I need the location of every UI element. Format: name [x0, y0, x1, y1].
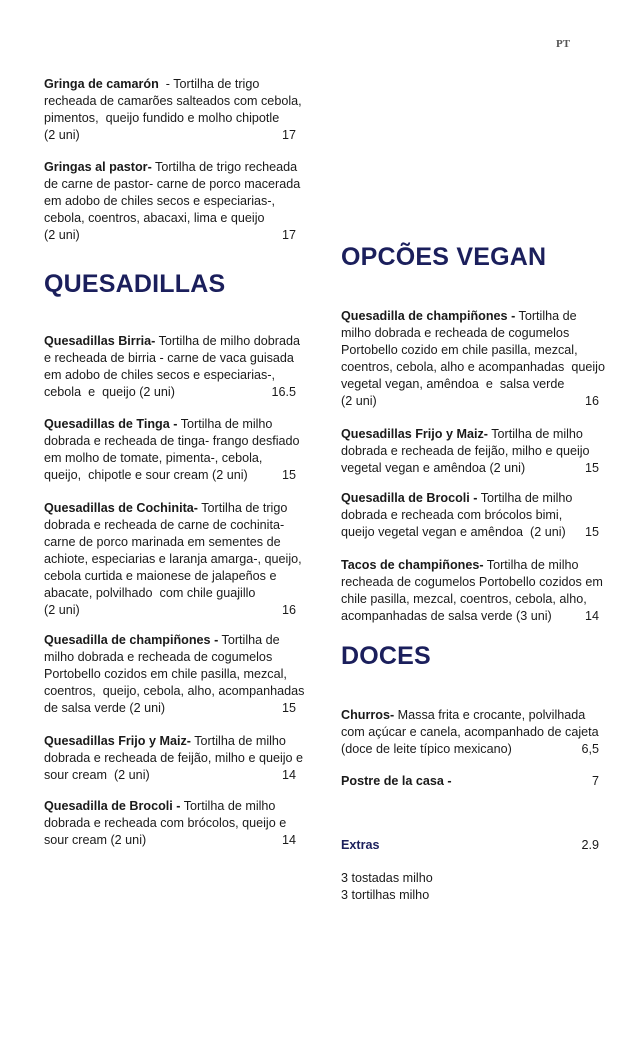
item-description: Massa frita e crocante, polvilhada	[394, 708, 586, 722]
item-description: (2 uni)	[44, 228, 80, 242]
item-description: vegetal vegan e amêndoa (2 uni)	[341, 461, 526, 475]
item-name: Quesadillas de Cochinita-	[44, 501, 198, 515]
item-description: Tortilha de	[515, 309, 577, 323]
menu-item	[44, 333, 300, 401]
item-name: Quesadillas Frijo y Maiz-	[341, 427, 488, 441]
item-description: queijo, chipotle e sour cream (2 uni)	[44, 468, 248, 482]
item-price: 16	[584, 394, 599, 408]
item-description: milho dobrada e recheada de cogumelos	[44, 650, 273, 664]
item-description: sour cream (2 uni)	[44, 833, 147, 847]
item-description: (doce de leite típico mexicano)	[341, 742, 512, 756]
item-description: Tortilha de milho	[180, 799, 276, 813]
item-description: (2 uni)	[341, 394, 377, 408]
menu-item	[341, 308, 605, 410]
extras-price: 2.9	[581, 838, 599, 852]
item-description: Portobello cozido em chile pasilla, mezcal,	[341, 343, 578, 357]
language-label: PT	[556, 38, 571, 50]
item-description: dobrada e recheada com brócolos bimi,	[341, 508, 563, 522]
item-name: Quesadillas de Tinga -	[44, 417, 178, 431]
item-price: 14	[281, 833, 296, 847]
menu-item	[44, 733, 304, 784]
menu-item	[44, 76, 302, 144]
menu-item	[44, 798, 296, 849]
item-price: 16.5	[271, 385, 296, 399]
item-description: em adobo de chiles secos e especiarias-,	[44, 194, 276, 208]
item-name: Churros-	[341, 708, 395, 722]
item-description: em molho de tomate, pimenta-, cebola,	[44, 451, 263, 465]
item-description: (2 uni)	[44, 603, 80, 617]
extras-item	[341, 837, 599, 904]
item-description: e recheada de birria - carne de vaca guisada	[44, 351, 294, 365]
item-description: Tortilha de trigo	[197, 501, 288, 515]
menu-item	[341, 557, 603, 625]
item-name: Gringas al pastor-	[44, 160, 152, 174]
item-description: milho dobrada e recheada de cogumelos	[341, 326, 570, 340]
menu-item	[341, 490, 599, 541]
item-name: Gringa de camarón	[44, 77, 159, 91]
item-description: coentros, queijo, cebola, alho, acompanhadas	[44, 684, 305, 698]
item-price: 7	[591, 774, 599, 788]
item-description: Tortilha de	[218, 633, 280, 647]
extras-option: 3 tortilhas milho	[341, 888, 430, 902]
item-description: cebola e queijo (2 uni)	[44, 385, 175, 399]
item-name: Tacos de champiñones-	[341, 558, 484, 572]
heading-doces: DOCES	[341, 642, 431, 670]
menu-item	[44, 500, 302, 619]
item-description: - Tortilha de trigo	[158, 77, 260, 91]
item-description: Tortilha de trigo recheada	[151, 160, 298, 174]
item-description: de carne de pastor- carne de porco macerada	[44, 177, 301, 191]
item-description: pimentos, queijo fundido e molho chipotle	[44, 111, 280, 125]
item-price: 15	[281, 701, 296, 715]
menu-item	[44, 632, 305, 717]
item-description: sour cream (2 uni)	[44, 768, 150, 782]
item-description: chile pasilla, mezcal, coentros, cebola, alho,	[341, 592, 587, 606]
item-description: cebola, coentros, abacaxi, lima e queijo	[44, 211, 265, 225]
item-description: dobrada e recheada de tinga- frango desfiado	[44, 434, 300, 448]
menu-item	[44, 416, 300, 484]
item-name: Quesadillas Birria-	[44, 334, 156, 348]
item-name: Quesadilla de champiñones -	[44, 633, 219, 647]
item-name: Quesadilla de Brocoli -	[44, 799, 181, 813]
item-price: 16	[281, 603, 296, 617]
item-name: Quesadilla de Brocoli -	[341, 491, 478, 505]
item-price: 17	[281, 228, 296, 242]
item-description: queijo vegetal vegan e amêndoa (2 uni)	[341, 525, 566, 539]
item-description: recheada de camarões salteados com cebola,	[44, 94, 302, 108]
item-description: Tortilha de milho dobrada	[155, 334, 300, 348]
item-description: recheada de cogumelos Portobello cozidos em	[341, 575, 603, 589]
item-description: Tortilha de milho	[483, 558, 579, 572]
menu-item	[341, 426, 599, 477]
menu-item	[44, 159, 301, 244]
item-price: 14	[584, 609, 599, 623]
item-description: Portobello cozidos em chile pasilla, mezcal,	[44, 667, 287, 681]
item-description: Tortilha de milho	[177, 417, 273, 431]
item-description: acompanhadas de salsa verde (3 uni)	[341, 609, 552, 623]
item-description: vegetal vegan, amêndoa e salsa verde	[341, 377, 565, 391]
item-description: (2 uni)	[44, 128, 80, 142]
item-description: em adobo de chiles secos e especiarias-,	[44, 368, 276, 382]
item-price: 15	[281, 468, 296, 482]
menu-item	[341, 707, 599, 758]
item-description: de salsa verde (2 uni)	[44, 701, 166, 715]
item-description: Tortilha de milho	[190, 734, 286, 748]
item-price: 6,5	[581, 742, 599, 756]
item-description: com açúcar e canela, acompanhado de cajeta	[341, 725, 599, 739]
item-description: coentros, cebola, alho e acompanhadas queijo	[341, 360, 605, 374]
item-description: dobrada e recheada de feijão, milho e queijo e	[44, 751, 304, 765]
heading-quesadillas: QUESADILLAS	[44, 270, 226, 298]
item-price: 14	[281, 768, 296, 782]
item-description: cebola curtida e maionese de jalapeños e	[44, 569, 277, 583]
item-description: abacate, polvilhado com chile guajillo	[44, 586, 256, 600]
item-price: 15	[584, 525, 599, 539]
item-name: Quesadillas Frijo y Maiz-	[44, 734, 191, 748]
heading-vegan: OPCÕES VEGAN	[341, 243, 547, 271]
item-name: Quesadilla de champiñones -	[341, 309, 516, 323]
item-price: 15	[584, 461, 599, 475]
item-description: Tortilha de milho	[477, 491, 573, 505]
item-description: dobrada e recheada de carne de cochinita-	[44, 518, 285, 532]
item-name: Postre de la casa -	[341, 774, 452, 788]
item-description: dobrada e recheada de feijão, milho e queijo	[341, 444, 590, 458]
item-description: dobrada e recheada com brócolos, queijo e	[44, 816, 287, 830]
extras-option: 3 tostadas milho	[341, 871, 433, 885]
extras-name: Extras	[341, 838, 380, 852]
item-description: carne de porco marinada em sementes de	[44, 535, 281, 549]
item-description: Tortilha de milho	[487, 427, 583, 441]
menu-item	[341, 773, 599, 790]
item-description: achiote, especiarias e laranja amarga-, queijo,	[44, 552, 302, 566]
item-price: 17	[281, 128, 296, 142]
